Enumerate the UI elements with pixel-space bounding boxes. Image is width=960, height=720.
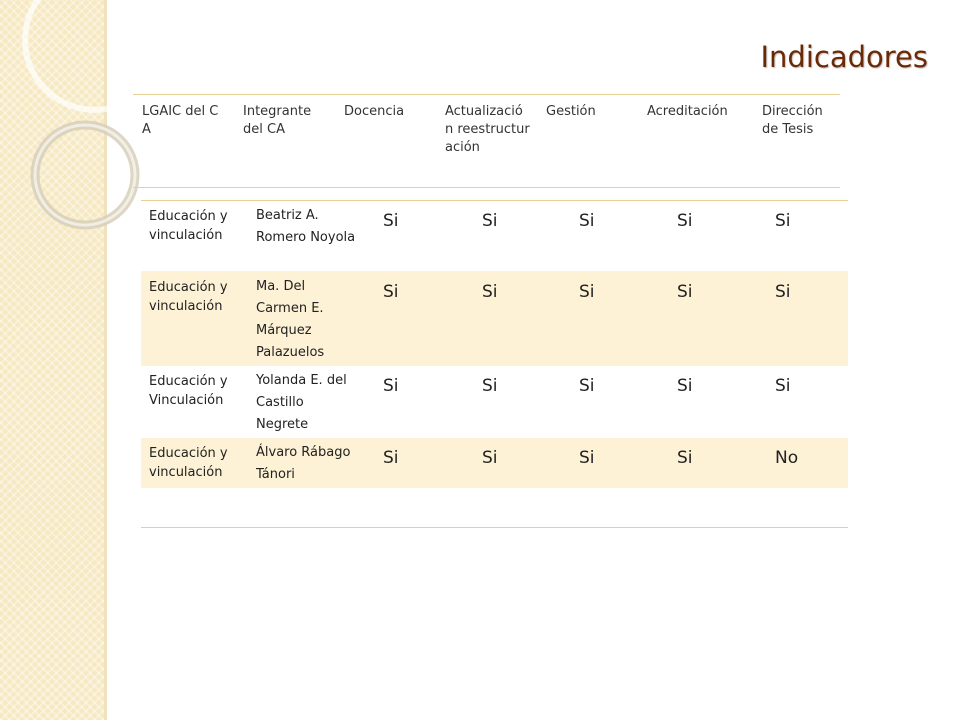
cell-actualizacion: Si	[482, 211, 498, 231]
cell-lgaic: Educación y vinculación	[149, 209, 228, 243]
table-bottom-rule	[141, 527, 848, 528]
header-direccion-tesis: Dirección de Tesis	[762, 104, 823, 137]
header-lgaic: LGAIC del CA	[142, 104, 219, 137]
cell-direccion-tesis: No	[775, 448, 799, 468]
header-docencia: Docencia	[344, 104, 405, 119]
table-row	[141, 366, 848, 438]
cell-actualizacion: Si	[482, 376, 498, 396]
decorative-circles	[0, 0, 140, 300]
cell-gestion: Si	[579, 376, 595, 396]
cell-lgaic: Educación y vinculación	[149, 280, 228, 314]
header-integrante: Integrante del CA	[243, 104, 312, 137]
cell-acreditacion: Si	[677, 211, 693, 231]
cell-integrante: Yolanda E. del Castillo Negrete	[256, 373, 347, 432]
page-title: Indicadores	[760, 40, 928, 74]
cell-actualizacion: Si	[482, 448, 498, 468]
cell-gestion: Si	[579, 448, 595, 468]
cell-acreditacion: Si	[677, 448, 693, 468]
cell-acreditacion: Si	[677, 282, 693, 302]
cell-docencia: Si	[383, 282, 399, 302]
cell-direccion-tesis: Si	[775, 376, 791, 396]
cell-acreditacion: Si	[677, 376, 693, 396]
cell-integrante: Álvaro Rábago Tánori	[256, 445, 351, 482]
cell-integrante: Beatriz A. Romero Noyola	[256, 208, 356, 245]
header-top-rule	[133, 94, 840, 95]
header-acreditacion: Acreditación	[647, 104, 728, 119]
table-row	[141, 271, 848, 366]
header-bottom-rule	[133, 187, 840, 188]
cell-actualizacion: Si	[482, 282, 498, 302]
cell-lgaic: Educación y Vinculación	[149, 374, 228, 408]
table-row	[141, 200, 848, 271]
cell-direccion-tesis: Si	[775, 211, 791, 231]
cell-docencia: Si	[383, 211, 399, 231]
cell-docencia: Si	[383, 376, 399, 396]
table-row	[141, 438, 848, 488]
cell-direccion-tesis: Si	[775, 282, 791, 302]
cell-gestion: Si	[579, 282, 595, 302]
cell-docencia: Si	[383, 448, 399, 468]
cell-lgaic: Educación y vinculación	[149, 446, 228, 480]
cell-integrante: Ma. Del Carmen E. Márquez Palazuelos	[256, 279, 325, 360]
header-gestion: Gestión	[546, 104, 596, 119]
cell-gestion: Si	[579, 211, 595, 231]
header-actualizacion: Actualización reestructuración	[445, 104, 530, 155]
